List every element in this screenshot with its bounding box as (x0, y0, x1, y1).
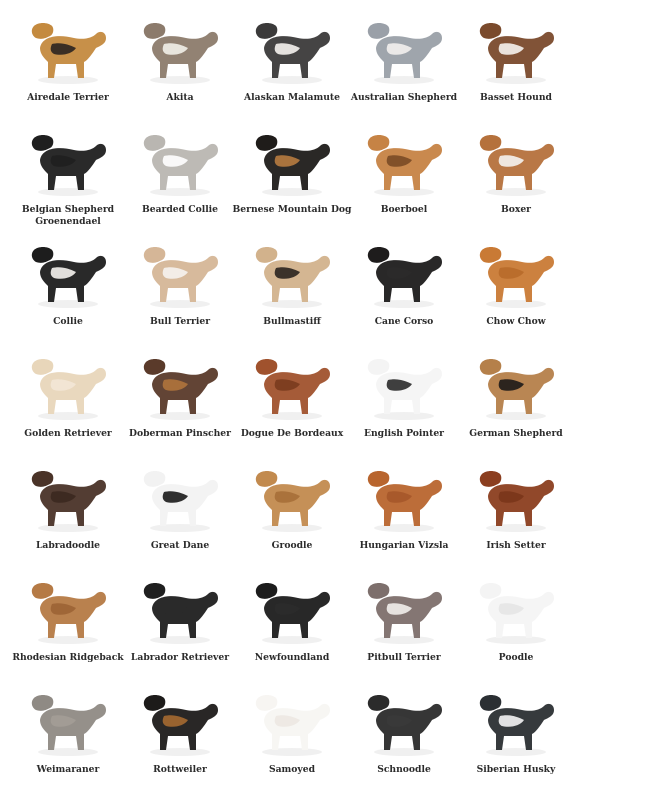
dog-image (470, 344, 562, 422)
breed-name: Weimaraner (36, 764, 100, 775)
dog-image (470, 8, 562, 86)
dog-image (470, 232, 562, 310)
dog-silhouette-icon (134, 680, 226, 758)
breed-card (236, 0, 348, 112)
dog-silhouette-icon (134, 232, 226, 310)
breed-name: Doberman Pinscher (129, 428, 231, 439)
dog-silhouette-icon (22, 232, 114, 310)
breed-name: Rottweiler (153, 764, 207, 775)
dog-silhouette-icon (246, 568, 338, 646)
dog-silhouette-icon (246, 680, 338, 758)
dog-image (22, 232, 114, 310)
breed-name: Basset Hound (480, 92, 552, 103)
breed-card (460, 112, 572, 224)
breed-card (12, 560, 124, 672)
breed-name: Bearded Collie (141, 204, 219, 215)
dog-image (358, 8, 450, 86)
dog-silhouette-icon (246, 120, 338, 198)
breed-name: Bernese Mountain Dog (232, 204, 352, 215)
breed-card (12, 224, 124, 336)
dog-image (22, 8, 114, 86)
breed-card (348, 112, 460, 224)
breed-name: Boxer (500, 204, 532, 215)
dog-silhouette-icon (22, 680, 114, 758)
dog-image (358, 120, 450, 198)
breed-name: Groodle (271, 540, 313, 551)
dog-image (134, 680, 226, 758)
dog-silhouette-icon (134, 120, 226, 198)
dog-silhouette-icon (358, 120, 450, 198)
breed-grid (12, 0, 642, 786)
breed-name: Cane Corso (374, 316, 434, 327)
breed-card (460, 336, 572, 448)
breed-name: English Pointer (363, 428, 445, 439)
dog-image (246, 120, 338, 198)
dog-image (134, 344, 226, 422)
breed-card (124, 672, 236, 784)
dog-image (358, 680, 450, 758)
dog-silhouette-icon (358, 680, 450, 758)
breed-name: German Shepherd (469, 428, 563, 439)
breed-name: Hungarian Vizsla (359, 540, 449, 551)
dog-silhouette-icon (134, 344, 226, 422)
dog-silhouette-icon (22, 8, 114, 86)
breed-name: Dogue De Bordeaux (240, 428, 344, 439)
dog-silhouette-icon (470, 120, 562, 198)
breed-card (460, 0, 572, 112)
breed-card (124, 448, 236, 560)
dog-image (470, 456, 562, 534)
breed-name: Poodle (498, 652, 534, 663)
breed-card (12, 0, 124, 112)
breed-name: Great Dane (150, 540, 210, 551)
dog-silhouette-icon (246, 456, 338, 534)
breed-card (124, 224, 236, 336)
breed-card (124, 560, 236, 672)
breed-name: Newfoundland (254, 652, 330, 663)
breed-card (348, 0, 460, 112)
breed-name: Boerboel (380, 204, 428, 215)
breed-card (124, 0, 236, 112)
dog-image (358, 456, 450, 534)
dog-silhouette-icon (246, 232, 338, 310)
breed-name: Bull Terrier (149, 316, 211, 327)
dog-image (134, 232, 226, 310)
breed-name: Pitbull Terrier (367, 652, 441, 663)
breed-card (236, 672, 348, 784)
dog-silhouette-icon (470, 344, 562, 422)
breed-card (232, 112, 352, 224)
breed-card (236, 336, 348, 448)
breed-card (348, 560, 460, 672)
dog-image (134, 568, 226, 646)
dog-image (22, 344, 114, 422)
dog-image (22, 120, 114, 198)
breed-card (460, 672, 572, 784)
dog-silhouette-icon (358, 8, 450, 86)
breed-card (12, 448, 124, 560)
breed-card (236, 560, 348, 672)
dog-image (22, 456, 114, 534)
breed-name: Chow Chow (486, 316, 546, 327)
breed-card (236, 448, 348, 560)
dog-image (134, 8, 226, 86)
breed-card (124, 112, 236, 224)
dog-silhouette-icon (358, 456, 450, 534)
breed-card (348, 336, 460, 448)
breed-name: Australian Shepherd (350, 92, 458, 103)
dog-image (470, 120, 562, 198)
dog-silhouette-icon (358, 568, 450, 646)
dog-image (470, 680, 562, 758)
breed-name: Alaskan Malamute (244, 92, 340, 103)
dog-silhouette-icon (246, 344, 338, 422)
dog-silhouette-icon (134, 8, 226, 86)
dog-silhouette-icon (134, 568, 226, 646)
breed-name: Belgian Shepherd Groenendael (21, 204, 115, 227)
dog-silhouette-icon (470, 456, 562, 534)
dog-image (358, 568, 450, 646)
breed-name: Schnoodle (377, 764, 431, 775)
dog-silhouette-icon (470, 232, 562, 310)
breed-name: Irish Setter (486, 540, 546, 551)
breed-card (348, 672, 460, 784)
breed-card (348, 448, 460, 560)
breed-name: Samoyed (268, 764, 316, 775)
dog-silhouette-icon (470, 8, 562, 86)
dog-image (22, 568, 114, 646)
breed-name: Golden Retriever (24, 428, 112, 439)
breed-card (124, 336, 236, 448)
dog-silhouette-icon (22, 568, 114, 646)
dog-silhouette-icon (358, 232, 450, 310)
dog-silhouette-icon (470, 568, 562, 646)
breed-card (12, 672, 124, 784)
dog-image (134, 456, 226, 534)
breed-name: Akita (166, 92, 194, 103)
breed-card (12, 112, 124, 227)
dog-image (246, 456, 338, 534)
dog-image (358, 344, 450, 422)
dog-image (358, 232, 450, 310)
dog-silhouette-icon (470, 680, 562, 758)
breed-card (236, 224, 348, 336)
dog-image (22, 680, 114, 758)
breed-name: Collie (53, 316, 83, 327)
breed-name: Siberian Husky (476, 764, 556, 775)
breed-name: Labradoodle (35, 540, 101, 551)
breed-card (460, 448, 572, 560)
dog-silhouette-icon (134, 456, 226, 534)
dog-image (470, 568, 562, 646)
dog-image (134, 120, 226, 198)
breed-card (348, 224, 460, 336)
dog-silhouette-icon (358, 344, 450, 422)
dog-image (246, 344, 338, 422)
breed-name: Labrador Retriever (130, 652, 230, 663)
dog-silhouette-icon (22, 344, 114, 422)
breed-card (12, 336, 124, 448)
dog-image (246, 8, 338, 86)
breed-name: Rhodesian Ridgeback (12, 652, 124, 663)
dog-image (246, 568, 338, 646)
dog-silhouette-icon (246, 8, 338, 86)
breed-card (460, 560, 572, 672)
breed-name: Airedale Terrier (27, 92, 109, 103)
dog-silhouette-icon (22, 120, 114, 198)
dog-image (246, 680, 338, 758)
dog-image (246, 232, 338, 310)
breed-card (460, 224, 572, 336)
dog-silhouette-icon (22, 456, 114, 534)
breed-name: Bullmastiff (263, 316, 321, 327)
